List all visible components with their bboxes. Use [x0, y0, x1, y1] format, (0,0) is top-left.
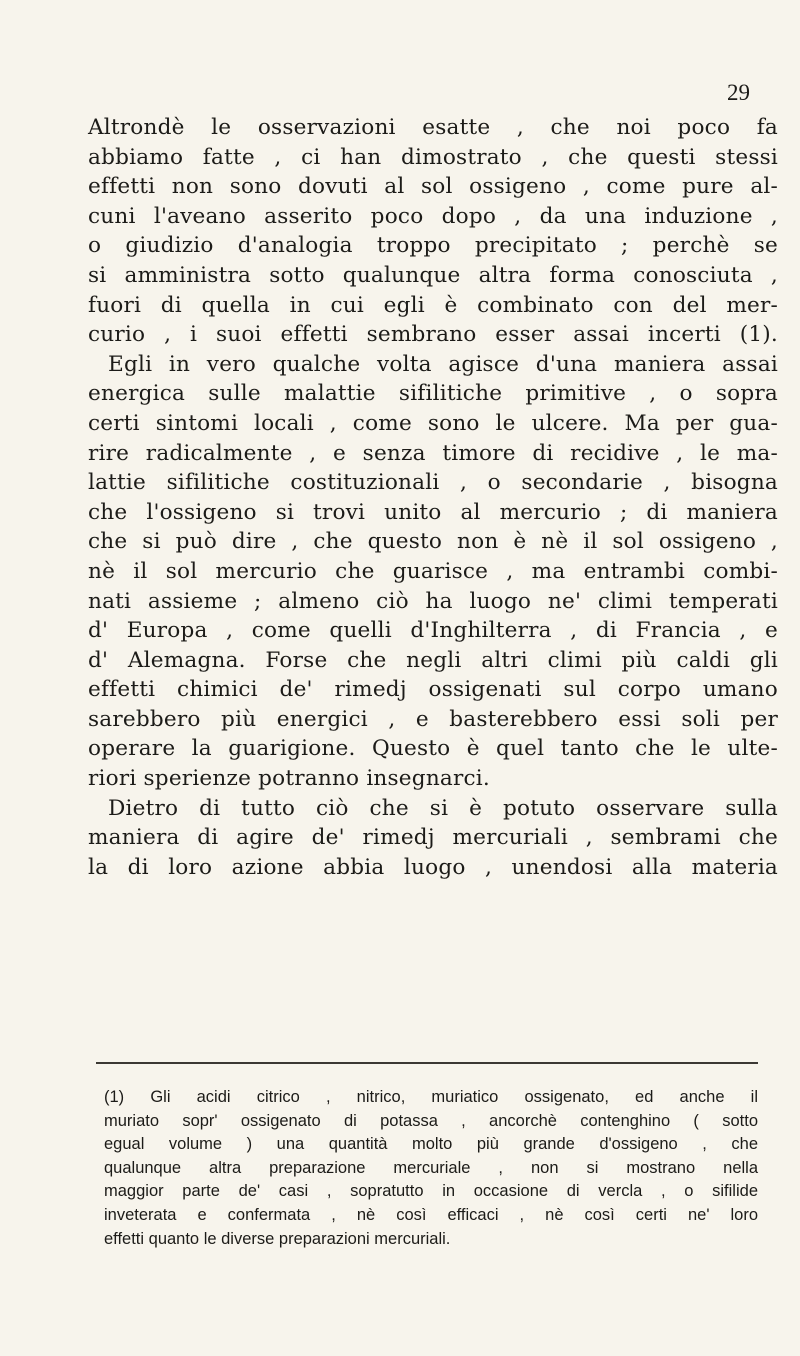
text-line: effetti non sono dovuti al sol ossigeno , come pure al- — [88, 174, 778, 200]
text-line: d' Europa , come quelli d'Inghilterra , di Francia , e — [88, 618, 778, 644]
text-line: la di loro azione abbia luogo , unendosi alla materia — [88, 854, 778, 880]
text-line: nati assieme ; almeno ciò ha luogo ne' climi temperati — [88, 588, 778, 614]
text-line: d' Alemagna. Forse che negli altri climi più caldi gli — [88, 647, 778, 673]
text-line: Altrondè le osservazioni esatte , che noi poco fa — [88, 115, 778, 140]
text-line: Egli in vero qualche volta agisce d'una maniera assai — [108, 351, 778, 377]
text-line: maniera di agire de' rimedj mercuriali , sembrami che — [88, 825, 778, 851]
footnote-divider — [96, 1062, 758, 1064]
text-line: curio , i suoi effetti sembrano esser assai incerti (1). — [88, 322, 778, 348]
text-line: nè il sol mercurio che guarisce , ma entrambi combi- — [88, 558, 778, 584]
text-line: che l'ossigeno si trovi unito al mercurio ; di maniera — [88, 499, 778, 525]
text-line: certi sintomi locali , come sono le ulcere. Ma per gua- — [88, 410, 778, 436]
footnote — [104, 1086, 758, 1251]
page-number: 29 — [727, 80, 750, 105]
text-line: effetti chimici de' rimedj ossigenati sul corpo umano — [88, 677, 778, 703]
text-line: operare la guarigione. Questo è quel tanto che le ulte- — [88, 736, 778, 762]
text-line: rire radicalmente , e senza timore di recidive , le ma- — [88, 440, 778, 466]
footnote-line: muriato sopr' ossigenato di potassa , ancorchè contenghino ( sotto — [104, 1111, 758, 1130]
text-line: abbiamo fatte , ci han dimostrato , che questi stessi — [88, 144, 778, 170]
text-line: lattie sifilitiche costituzionali , o secondarie , bisogna — [88, 470, 778, 496]
footnote-line: maggior parte de' casi , sopratutto in occasione di vercla , o sifilide — [104, 1182, 758, 1201]
text-line: si amministra sotto qualunque altra forma conosciuta , — [88, 262, 778, 288]
text-line: energica sulle malattie sifilitiche primitive , o sopra — [88, 381, 778, 407]
text-line: che si può dire , che questo non è nè il sol ossigeno , — [88, 529, 778, 555]
text-line: riori sperienze potranno insegnarci. — [88, 766, 490, 792]
footnote-line: (1) Gli acidi citrico , nitrico, muriatico ossigenato, ed anche il — [104, 1088, 758, 1106]
text-line: sarebbero più energici , e basterebbero essi soli per — [88, 706, 778, 732]
footnote-line: inveterata e confermata , nè così efficaci , nè così certi ne' loro — [104, 1205, 758, 1224]
main-text — [88, 113, 778, 882]
text-line: o giudizio d'analogia troppo precipitato ; perchè se — [88, 233, 778, 259]
text-line: fuori di quella in cui egli è combinato con del mer- — [88, 292, 778, 318]
footnote-line: qualunque altra preparazione mercuriale , non si mostrano nella — [104, 1158, 758, 1177]
text-line: Dietro di tutto ciò che si è potuto osservare sulla — [108, 795, 778, 821]
footnote-line: effetti quanto le diverse preparazioni mercuriali. — [104, 1229, 451, 1248]
text-line: cuni l'aveano asserito poco dopo , da una induzione , — [88, 203, 778, 229]
footnote-line: egual volume ) una quantità molto più grande d'ossigeno , che — [104, 1135, 758, 1154]
